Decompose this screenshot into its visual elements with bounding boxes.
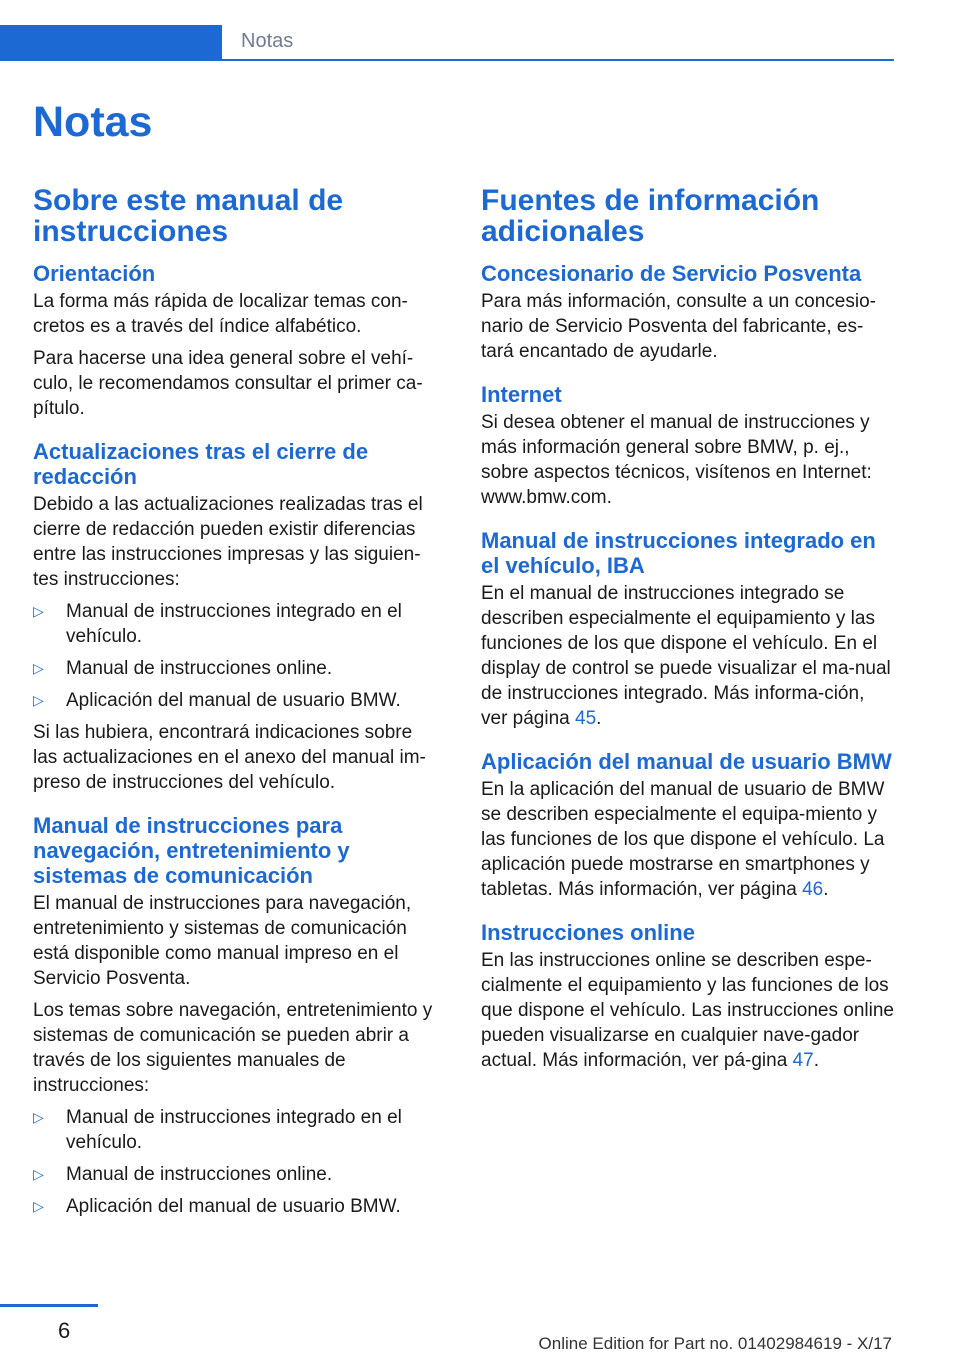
paragraph-end: . — [813, 1050, 819, 1071]
page-link-45[interactable]: 45 — [575, 708, 597, 729]
subheading-online: Instrucciones online — [481, 920, 695, 945]
list-item: ▷ Manual de instrucciones online. — [33, 656, 441, 681]
subsection-orientation — [33, 261, 441, 421]
paragraph: Si desea obtener el manual de instrucciones y más información general sobre BMW, p. ej., sobre aspectos técnicos, visítenos en Internet: www.bmw.com. — [481, 412, 872, 508]
paragraph: Los temas sobre navegación, entretenimiento y sistemas de comunicación se pueden abrir a través de los siguientes manuales de instrucciones: — [33, 1000, 433, 1096]
list-item: ▷ Manual de instrucciones integrado en el vehículo. — [33, 599, 441, 649]
subsection-dealer — [481, 261, 896, 364]
page-link-47[interactable]: 47 — [792, 1050, 814, 1071]
right-column — [481, 185, 896, 1091]
subsection-navigation — [33, 813, 441, 1219]
page-link-46[interactable]: 46 — [802, 879, 824, 900]
section-heading-sources: Fuentes de información adicionales — [481, 184, 820, 248]
paragraph-text: En las instrucciones online se describen espe-cialmente el equipamiento y las funciones de los que dispone el vehículo. Las instrucciones online pueden visualizarse en cualquier nave-gador actual. Más información, ver pá-gina — [481, 950, 894, 1071]
paragraph: Para más información, consulte a un concesio-nario de Servicio Posventa del fabricante, es-tará encantado de ayudarle. — [481, 291, 876, 362]
subheading-orientation: Orientación — [33, 261, 156, 286]
bullet-list — [33, 599, 441, 713]
header-bar — [0, 25, 222, 61]
header-section-title: Notas — [241, 30, 294, 52]
paragraph: La forma más rápida de localizar temas con-cretos es a través del índice alfabético. — [33, 291, 408, 337]
list-item: ▷ Manual de instrucciones online. — [33, 1162, 441, 1187]
page-number: 6 — [58, 1318, 71, 1343]
subsection-app — [481, 749, 896, 902]
left-column — [33, 185, 441, 1237]
section-heading-manual: Sobre este manual de instrucciones — [33, 184, 344, 248]
page-title: Notas — [33, 98, 153, 146]
subsection-online — [481, 920, 896, 1073]
paragraph — [481, 581, 896, 731]
paragraph-text: En el manual de instrucciones integrado se describen especialmente el equipamiento y las funciones de los que dispone el vehículo. En el display de control se puede visualizar el ma-nual de instrucciones integrado. Más informa-ción, ver página — [481, 583, 891, 729]
list-item: ▷ Aplicación del manual de usuario BMW. — [33, 1194, 441, 1219]
footer-rule — [0, 1304, 98, 1307]
paragraph: Debido a las actualizaciones realizadas tras el cierre de redacción pueden existir diferencias entre las instrucciones impresas y las siguien-tes instrucciones: — [33, 494, 423, 590]
subheading-dealer: Concesionario de Servicio Posventa — [481, 261, 862, 286]
bullet-list — [33, 1105, 441, 1219]
paragraph — [481, 777, 896, 902]
edition-note: Online Edition for Part no. 01402984619 - X/17 — [538, 1334, 892, 1353]
subsection-iba — [481, 528, 896, 731]
subheading-iba: Manual de instrucciones integrado en el vehículo, IBA — [481, 528, 876, 578]
paragraph: El manual de instrucciones para navegación, entretenimiento y sistemas de comunicación está disponible como manual impreso en el Servicio Posventa. — [33, 893, 412, 989]
subheading-navigation: Manual de instrucciones para navegación, entretenimiento y sistemas de comunicación — [33, 813, 350, 888]
paragraph-end: . — [596, 708, 602, 729]
paragraph — [481, 948, 896, 1073]
paragraph: Para hacerse una idea general sobre el vehí-culo, le recomendamos consultar el primer ca-pítulo. — [33, 348, 423, 419]
subheading-internet: Internet — [481, 382, 562, 407]
subheading-updates: Actualizaciones tras el cierre de redacción — [33, 439, 369, 489]
paragraph-end: . — [823, 879, 829, 900]
subheading-app: Aplicación del manual de usuario BMW — [481, 749, 892, 774]
header-rule — [222, 59, 894, 61]
subsection-updates — [33, 439, 441, 795]
list-item: ▷ Manual de instrucciones integrado en el vehículo. — [33, 1105, 441, 1155]
paragraph-text: En la aplicación del manual de usuario de BMW se describen especialmente el equipa-miento y las funciones de los que dispone el vehículo. La aplicación puede mostrarse en smartphones y tabletas. Más información, ver página — [481, 779, 885, 900]
list-item: ▷ Aplicación del manual de usuario BMW. — [33, 688, 441, 713]
subsection-internet — [481, 382, 896, 510]
paragraph: Si las hubiera, encontrará indicaciones sobre las actualizaciones en el anexo del manual im-preso de instrucciones del vehículo. — [33, 722, 426, 793]
